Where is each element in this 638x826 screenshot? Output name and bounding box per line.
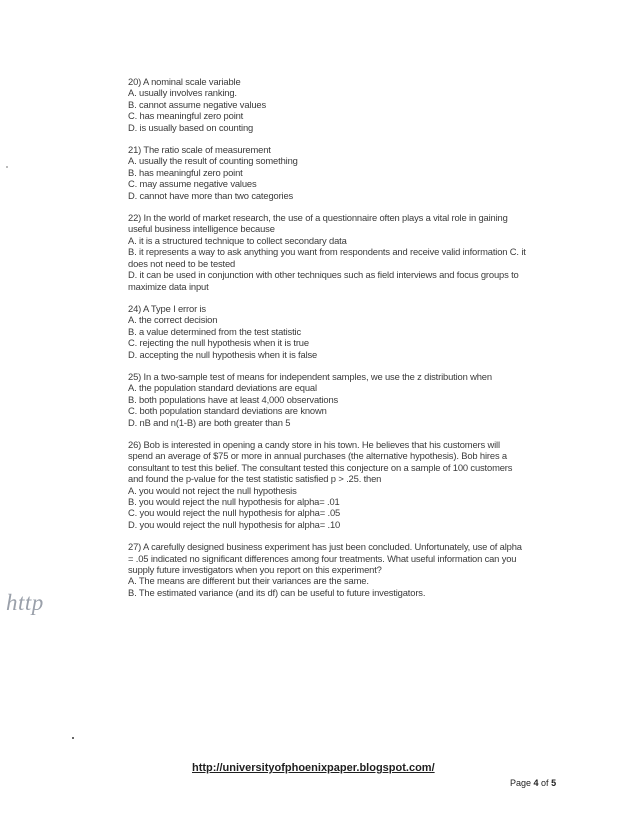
question-block	[128, 541, 526, 598]
side-watermark-text: http	[6, 590, 44, 615]
question-text: 25) In a two-sample test of means for independent samples, we use the z distribution when	[128, 370, 492, 382]
answer-option: B. a value determined from the test statistic	[128, 325, 302, 337]
question-block	[128, 76, 526, 133]
answer-option: C. may assume negative values	[128, 178, 257, 190]
question-text: 21) The ratio scale of measurement	[128, 144, 271, 156]
question-block	[128, 439, 526, 530]
scan-speck	[72, 737, 74, 739]
answer-option: D. is usually based on counting	[128, 121, 254, 133]
answer-option: C. has meaningful zero point	[128, 110, 244, 122]
question-block	[128, 303, 526, 360]
question-block	[128, 212, 526, 292]
answer-option: A. you would not reject the null hypothesis	[128, 484, 297, 496]
answer-option: B. has meaningful zero point	[128, 166, 243, 178]
answer-option: D. it can be used in conjunction with other techniques such as field interviews and focus groups to maximize data input	[128, 269, 519, 292]
question-text: 26) Bob is interested in opening a candy store in his town. He believes that his customers will spend an average of $75 or more in annual purchases (the alternative hypothesis). Bob hires a consultant to test this belief. The consultant tested this conjecture on a sample of 100 customers and found the p-value for the test statistic satisfied p > .25. then	[128, 438, 513, 485]
question-text: 22) In the world of market research, the use of a questionnaire often plays a vital role in gaining useful business intelligence because	[128, 212, 508, 235]
answer-option: B. cannot assume negative values	[128, 98, 266, 110]
answer-option: A. The means are different but their variances are the same.	[128, 575, 369, 587]
answer-option: A. it is a structured technique to collect secondary data	[128, 234, 347, 246]
question-list	[128, 76, 526, 609]
page-current: 4	[533, 778, 539, 788]
answer-option: D. cannot have more than two categories	[128, 189, 294, 201]
answer-option: B. The estimated variance (and its df) can be useful to future investigators.	[128, 586, 426, 598]
question-block	[128, 144, 526, 201]
answer-option: C. rejecting the null hypothesis when it is true	[128, 337, 309, 349]
answer-option: A. usually involves ranking.	[128, 87, 237, 99]
question-text: 24) A Type I error is	[128, 302, 206, 314]
page-of: of	[538, 778, 552, 788]
footer-link[interactable]: http://universityofphoenixpaper.blogspot.com/	[192, 762, 435, 774]
answer-option: C. both population standard deviations are known	[128, 405, 327, 417]
answer-option: A. usually the result of counting something	[128, 155, 298, 167]
answer-option: D. you would reject the null hypothesis for alpha= .10	[128, 518, 341, 530]
page-number	[510, 778, 556, 788]
question-text: 20) A nominal scale variable	[128, 76, 241, 87]
answer-option: A. the population standard deviations are equal	[128, 382, 317, 394]
answer-option: B. it represents a way to ask anything you want from respondents and receive valid information C. it does not need to be tested	[128, 246, 526, 269]
answer-option: B. both populations have at least 4,000 observations	[128, 393, 339, 405]
answer-option: A. the correct decision	[128, 314, 218, 326]
answer-option: C. you would reject the null hypothesis for alpha= .05	[128, 507, 341, 519]
page-total: 5	[551, 778, 557, 788]
answer-option: D. accepting the null hypothesis when it is false	[128, 348, 318, 360]
answer-option: D. nB and n(1-B) are both greater than 5	[128, 416, 291, 428]
question-block	[128, 371, 526, 428]
page-label: Page	[510, 778, 534, 788]
answer-option: B. you would reject the null hypothesis for alpha= .01	[128, 496, 340, 507]
scan-speck	[6, 166, 8, 168]
question-text: 27) A carefully designed business experiment has just been concluded. Unfortunately, use of alpha = .05 indicated no significant differences among four treatments. What useful information can you supply future investigators when you report on this experiment?	[128, 541, 522, 576]
